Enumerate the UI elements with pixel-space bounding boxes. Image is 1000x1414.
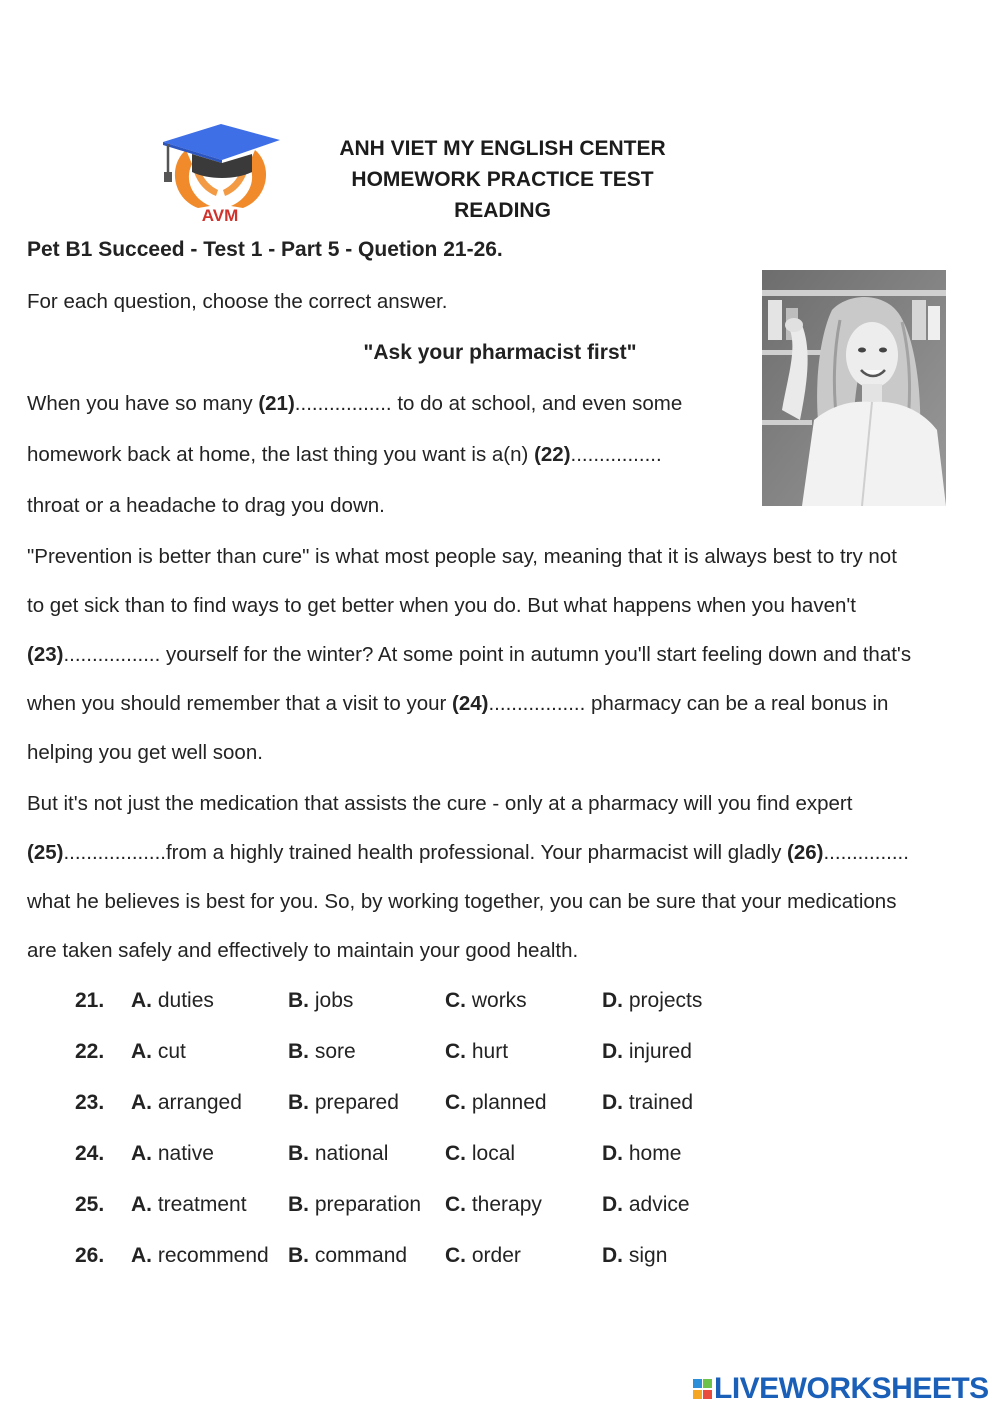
skill-name: READING	[454, 199, 551, 222]
option-a[interactable]	[131, 1142, 214, 1166]
option-a[interactable]	[131, 1040, 186, 1064]
option-c[interactable]	[445, 1142, 515, 1166]
option-c[interactable]	[445, 1040, 508, 1064]
test-type: HOMEWORK PRACTICE TEST	[351, 168, 654, 191]
question-row	[0, 1193, 1000, 1227]
option-letter: D.	[602, 989, 623, 1012]
option-b[interactable]	[288, 989, 353, 1013]
option-letter: A.	[131, 989, 152, 1012]
option-text: national	[314, 1142, 389, 1165]
option-text: injured	[628, 1040, 692, 1063]
option-a[interactable]	[131, 1193, 247, 1217]
option-text: works	[471, 989, 527, 1012]
option-d[interactable]	[602, 1193, 690, 1217]
question-row	[0, 1244, 1000, 1278]
passage-line: helping you get well soon.	[27, 741, 263, 764]
option-letter: B.	[288, 989, 309, 1012]
instruction: For each question, choose the correct answer.	[27, 290, 448, 313]
option-letter: D.	[602, 1193, 623, 1216]
passage-line: (23)................. yourself for the winter? At some point in autumn you'll start feeling down and that's	[27, 643, 912, 666]
option-text: duties	[157, 989, 214, 1012]
brand-name: LIVEWORKSHEETS	[714, 1372, 989, 1405]
option-letter: A.	[131, 1040, 152, 1063]
option-letter: C.	[445, 989, 466, 1012]
option-letter: D.	[602, 1040, 623, 1063]
option-text: order	[471, 1244, 521, 1267]
option-text: local	[471, 1142, 516, 1165]
option-letter: C.	[445, 1142, 466, 1165]
option-text: arranged	[157, 1091, 242, 1114]
option-letter: B.	[288, 1193, 309, 1216]
gap-23: (23)	[27, 643, 64, 666]
option-b[interactable]	[288, 1193, 421, 1217]
question-row	[0, 989, 1000, 1023]
passage-line: (25)..................from a highly trained health professional. Your pharmacist will gladly (26)...............	[27, 841, 909, 864]
question-row	[0, 1142, 1000, 1176]
option-text: therapy	[471, 1193, 542, 1216]
option-c[interactable]	[445, 1193, 542, 1217]
option-text: hurt	[471, 1040, 509, 1063]
question-number: 23.	[75, 1091, 105, 1114]
option-a[interactable]	[131, 989, 214, 1013]
avm-logo	[158, 120, 283, 225]
passage-line: to get sick than to find ways to get better when you do. But what happens when you haven't	[27, 594, 856, 617]
passage-line: When you have so many (21)................. to do at school, and even some	[27, 392, 683, 415]
passage-line: throat or a headache to drag you down.	[27, 494, 385, 517]
option-letter: B.	[288, 1040, 309, 1063]
passage-line: what he believes is best for you. So, by working together, you can be sure that your medications	[27, 890, 897, 913]
option-letter: C.	[445, 1040, 466, 1063]
option-letter: C.	[445, 1193, 466, 1216]
option-letter: B.	[288, 1142, 309, 1165]
option-d[interactable]	[602, 1040, 692, 1064]
option-text: advice	[628, 1193, 690, 1216]
option-a[interactable]	[131, 1244, 269, 1268]
option-text: treatment	[157, 1193, 247, 1216]
option-c[interactable]	[445, 989, 527, 1013]
option-letter: D.	[602, 1244, 623, 1267]
option-text: projects	[628, 989, 703, 1012]
question-number: 26.	[75, 1244, 105, 1267]
option-letter: A.	[131, 1193, 152, 1216]
liveworksheets-logo-icon	[692, 1378, 714, 1402]
text-title: "Ask your pharmacist first"	[363, 341, 637, 364]
passage-line: are taken safely and effectively to maintain your good health.	[27, 939, 579, 962]
option-d[interactable]	[602, 989, 702, 1013]
option-c[interactable]	[445, 1091, 547, 1115]
option-text: recommend	[157, 1244, 269, 1267]
question-number: 21.	[75, 989, 105, 1012]
gap-24: (24)	[452, 692, 489, 715]
logo-text: AVM	[201, 206, 239, 225]
gap-25: (25)	[27, 841, 64, 864]
test-title: Pet B1 Succeed - Test 1 - Part 5 - Quetion 21-26.	[27, 238, 503, 261]
option-d[interactable]	[602, 1244, 667, 1268]
question-row	[0, 1040, 1000, 1074]
gap-26: (26)	[787, 841, 824, 864]
passage-line: when you should remember that a visit to your (24)................. pharmacy can be a real bonus in	[27, 692, 889, 715]
option-text: cut	[157, 1040, 186, 1063]
question-row	[0, 1091, 1000, 1125]
center-name: ANH VIET MY ENGLISH CENTER	[339, 137, 666, 160]
option-d[interactable]	[602, 1142, 681, 1166]
option-text: sore	[314, 1040, 356, 1063]
option-b[interactable]	[288, 1091, 399, 1115]
option-letter: D.	[602, 1091, 623, 1114]
option-letter: B.	[288, 1091, 309, 1114]
option-letter: C.	[445, 1091, 466, 1114]
gap-22: (22)	[534, 443, 571, 466]
question-number: 22.	[75, 1040, 105, 1063]
option-text: preparation	[314, 1193, 422, 1216]
option-b[interactable]	[288, 1142, 388, 1166]
option-text: jobs	[314, 989, 354, 1012]
gap-21: (21)	[258, 392, 295, 415]
option-letter: A.	[131, 1142, 152, 1165]
option-text: native	[157, 1142, 214, 1165]
worksheet-header	[300, 133, 705, 226]
option-d[interactable]	[602, 1091, 693, 1115]
option-letter: D.	[602, 1142, 623, 1165]
passage-line: homework back at home, the last thing you want is a(n) (22)................	[27, 443, 662, 466]
option-letter: A.	[131, 1091, 152, 1114]
option-text: trained	[628, 1091, 694, 1114]
passage-line: "Prevention is better than cure" is what most people say, meaning that it is always best to try not	[27, 545, 897, 568]
option-text: prepared	[314, 1091, 399, 1114]
option-text: home	[628, 1142, 682, 1165]
question-number: 24.	[75, 1142, 105, 1165]
option-text: command	[314, 1244, 408, 1267]
pharmacist-photo	[762, 270, 946, 506]
option-letter: C.	[445, 1244, 466, 1267]
question-number: 25.	[75, 1193, 105, 1216]
option-c[interactable]	[445, 1244, 521, 1268]
option-a[interactable]	[131, 1091, 242, 1115]
option-b[interactable]	[288, 1040, 356, 1064]
passage-line: But it's not just the medication that assists the cure - only at a pharmacy will you find expert	[27, 792, 853, 815]
option-text: sign	[628, 1244, 668, 1267]
option-letter: B.	[288, 1244, 309, 1267]
liveworksheets-brand	[692, 1372, 992, 1406]
option-b[interactable]	[288, 1244, 407, 1268]
option-text: planned	[471, 1091, 547, 1114]
option-letter: A.	[131, 1244, 152, 1267]
